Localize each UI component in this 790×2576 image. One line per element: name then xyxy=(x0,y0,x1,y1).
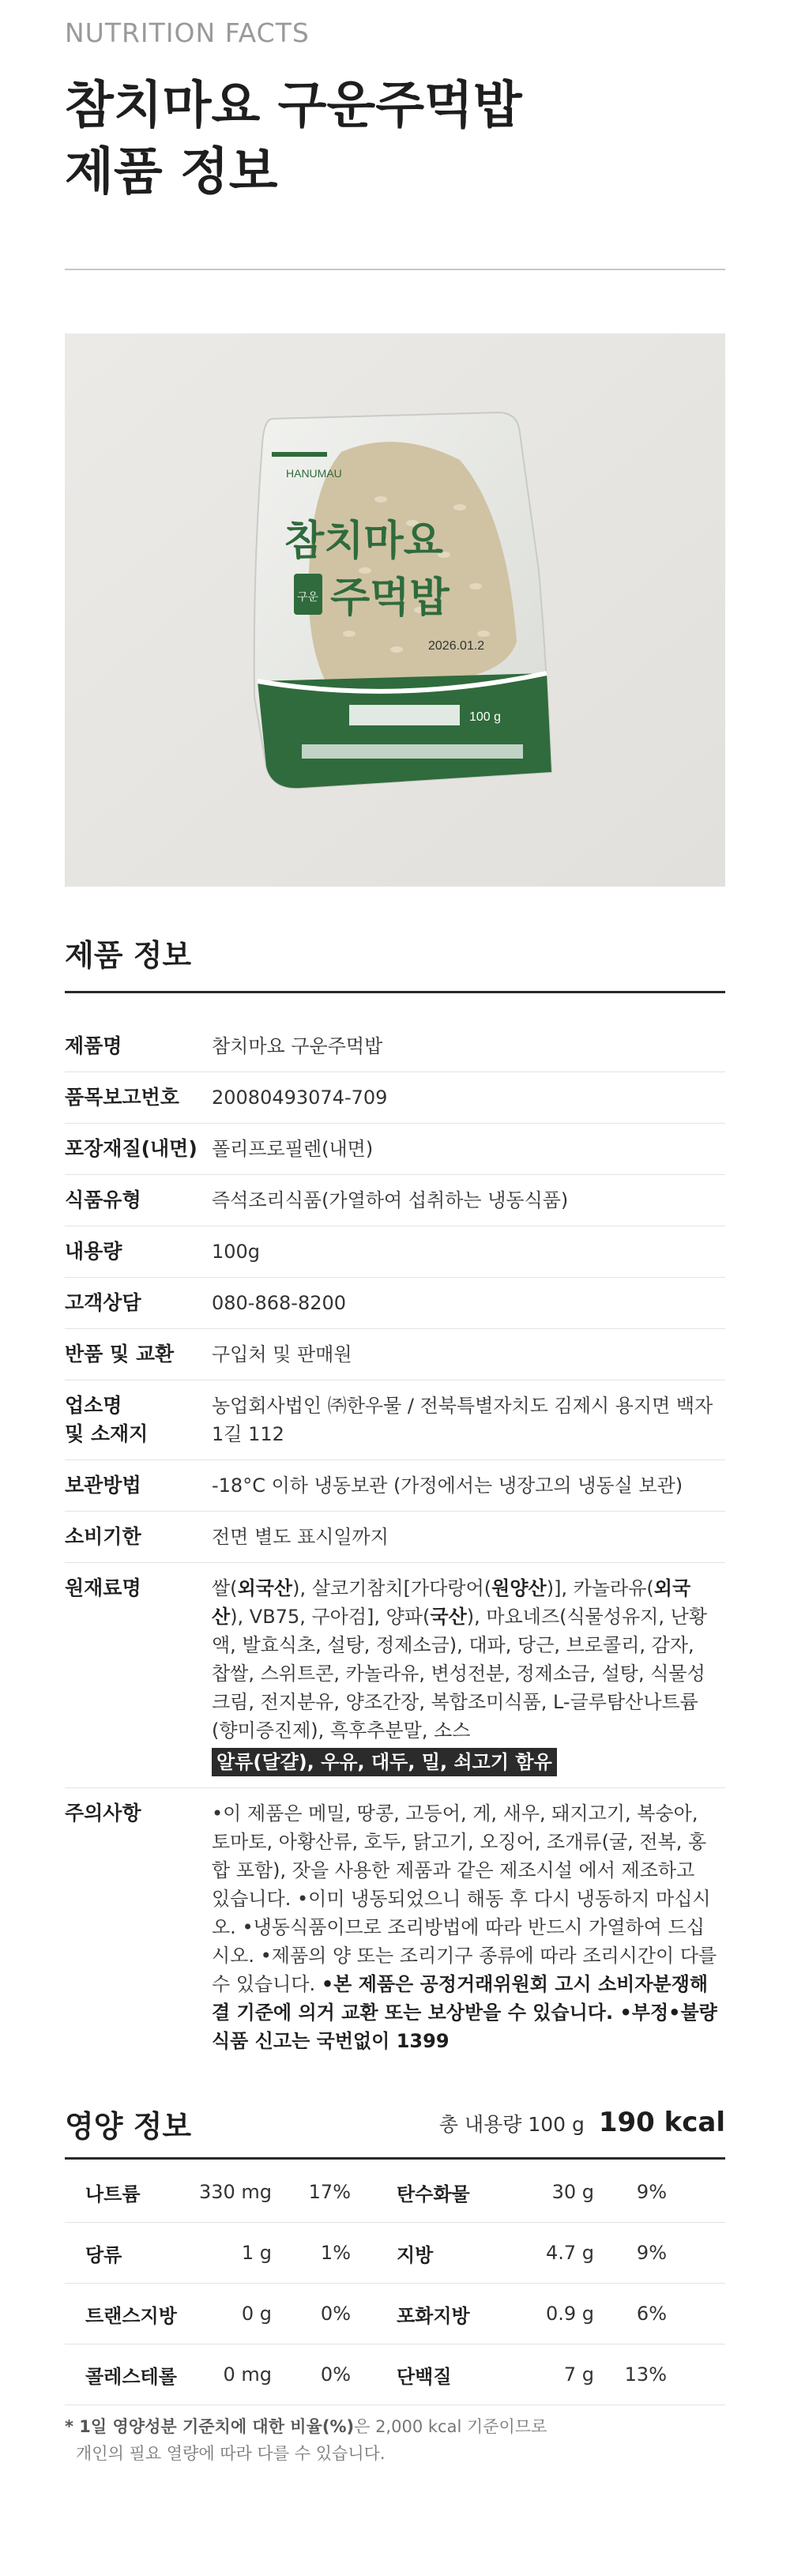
nutrient-name: 트랜스지방 xyxy=(85,2304,177,2327)
info-section-title: 제품 정보 xyxy=(65,938,192,973)
nutrient-amount: 0 mg xyxy=(223,2363,272,2386)
nutrition-divider xyxy=(65,2157,725,2160)
info-key: 제품명 xyxy=(65,1034,122,1057)
info-row-ingredients xyxy=(65,1563,725,1788)
info-key: 원재료명 xyxy=(65,1576,141,1599)
emphasis-text: •본 제품은 공정거래위원회 고시 소비자분쟁해결 기준에 의거 교환 또는 보상받을 수 있습니다. •부정•불량식품 신고는 국번없이 1399 xyxy=(212,1973,717,2052)
package-date: 2026.01.2 xyxy=(428,639,485,653)
nutrition-footnote xyxy=(65,2413,547,2467)
package-name-line2: 주먹밥 xyxy=(330,574,450,622)
nutrition-row xyxy=(65,2284,725,2344)
info-value: 즉석조리식품(가열하여 섭취하는 냉동식품) xyxy=(212,1189,569,1211)
nutrient-amount: 0.9 g xyxy=(545,2303,594,2325)
nutrition-table xyxy=(65,2162,725,2405)
nutrient-amount: 0 g xyxy=(241,2303,272,2325)
info-section-divider xyxy=(65,991,725,993)
nutrient-percent: 13% xyxy=(624,2363,667,2386)
footnote-star: * 1일 영양성분 기준치에 대한 비율(%) xyxy=(65,2417,355,2436)
info-key: 주의사항 xyxy=(65,1802,141,1825)
package-brand: HANUMAU xyxy=(286,467,342,480)
info-row xyxy=(65,1460,725,1512)
nutrient-amount: 330 mg xyxy=(198,2181,272,2203)
nutrient-name: 당류 xyxy=(85,2243,122,2266)
allergen-notice: 알류(달걀), 우유, 대두, 밀, 쇠고기 함유 xyxy=(212,1748,557,1776)
nutrient-percent: 0% xyxy=(320,2363,351,2386)
info-key: 포장재질(내면) xyxy=(65,1137,198,1160)
info-row xyxy=(65,1512,725,1563)
nutrient-amount: 30 g xyxy=(551,2181,594,2203)
product-info-table xyxy=(65,1021,725,2066)
info-key: 식품유형 xyxy=(65,1188,141,1211)
text-segment: ), 마요네즈(식물성유지, 난황액, 발효식초, 설탕, 정제소금), 대파, 당근, 브로콜리, 감자, 찹쌀, 스위트콘, 카놀라유, 변성전분, 정제소금, 설탕, 식물성크림, 전지분유, 양조간장, 복합조미식품, L-글루탐산나트륨(향미증진제), 흑후추분말, 소스 xyxy=(212,1606,708,1742)
nutrient-percent: 0% xyxy=(320,2303,351,2325)
page-title xyxy=(65,73,522,205)
nutrition-row xyxy=(65,2162,725,2223)
nutrient-amount: 1 g xyxy=(241,2242,272,2264)
nutrient-percent: 1% xyxy=(320,2242,351,2264)
nutrient-amount: 4.7 g xyxy=(545,2242,594,2264)
nutrient-name: 단백질 xyxy=(397,2365,452,2388)
page-title-line2: 제품 정보 xyxy=(65,143,278,201)
nutrient-amount: 7 g xyxy=(563,2363,594,2386)
info-key: 내용량 xyxy=(65,1240,122,1263)
nutrition-total-label: 총 내용량 100 g xyxy=(438,2113,585,2136)
nutrient-percent: 9% xyxy=(636,2181,667,2203)
emphasis-text: 국산 xyxy=(430,1606,467,1628)
product-photo xyxy=(65,333,725,887)
info-row-caution xyxy=(65,1788,725,2066)
info-row xyxy=(65,1278,725,1329)
package-name-line1: 참치마요 xyxy=(284,518,443,565)
package-badge-text: 구운 xyxy=(297,591,319,604)
info-key: 보관방법 xyxy=(65,1474,141,1497)
text-segment: ), 살코기참치[가다랑어( xyxy=(292,1577,492,1599)
emphasis-text: 외국산 xyxy=(212,1577,691,1628)
page-title-line1: 참치마요 구운주먹밥 xyxy=(65,77,522,135)
info-row xyxy=(65,1380,725,1460)
footnote-rest: 은 2,000 kcal 기준이므로 xyxy=(354,2417,547,2436)
nutrient-name: 포화지방 xyxy=(397,2304,470,2327)
info-value: 20080493074-709 xyxy=(212,1087,388,1109)
nutrient-name: 콜레스테롤 xyxy=(85,2365,177,2388)
title-divider xyxy=(65,269,725,270)
ingredients-text xyxy=(212,1577,707,1742)
nutrient-percent: 6% xyxy=(636,2303,667,2325)
info-value: 참치마요 구운주먹밥 xyxy=(212,1035,383,1057)
info-value: 폴리프로필렌(내면) xyxy=(212,1138,374,1160)
emphasis-text: 원양산 xyxy=(491,1577,547,1599)
info-row xyxy=(65,1072,725,1124)
info-key: 업소명 및 소재지 xyxy=(65,1394,149,1445)
info-row xyxy=(65,1329,725,1380)
text-segment: •이 제품은 메밀, 땅콩, 고등어, 게, 새우, 돼지고기, 복숭아, 토마토, 아황산류, 호두, 닭고기, 오징어, 조개류(굴, 전복, 홍합 포함), 잣을 사용한 제품과 같은 제조시설 에서 제조하고 있습니다. •이미 냉동되었으니 해동 후 다시 냉동하지 마십시오. •냉동식품이므로 조리방법에 따라 반드시 가열하여 드십시오. •제품의 양 또는 조리기구 종류에 따라 조리시간이 다를 수 있습니다. xyxy=(212,1802,717,1995)
info-key: 고객상담 xyxy=(65,1291,141,1314)
info-value: 구입처 및 판매원 xyxy=(212,1343,352,1365)
info-row xyxy=(65,1226,725,1278)
nutrient-name: 나트륨 xyxy=(85,2182,141,2205)
info-rows xyxy=(65,1021,725,1563)
info-row xyxy=(65,1124,725,1175)
nutrition-row xyxy=(65,2344,725,2405)
ingredients-value xyxy=(212,1574,725,1776)
text-segment: )], 카놀라유( xyxy=(546,1577,654,1599)
emphasis-text: 외국산 xyxy=(237,1577,293,1599)
nutrient-percent: 17% xyxy=(308,2181,351,2203)
info-key: 품목보고번호 xyxy=(65,1086,179,1109)
nutrition-title: 영양 정보 xyxy=(65,2109,192,2144)
nutrient-name: 지방 xyxy=(397,2243,434,2266)
info-row xyxy=(65,1021,725,1072)
footnote-line2: 개인의 필요 열량에 따라 다를 수 있습니다. xyxy=(76,2444,386,2463)
nutrition-header xyxy=(65,2102,725,2149)
info-key: 반품 및 교환 xyxy=(65,1343,175,1365)
package-weight: 100 g xyxy=(469,710,502,724)
nutrient-percent: 9% xyxy=(636,2242,667,2264)
info-key: 소비기한 xyxy=(65,1525,141,1548)
eyebrow-label: NUTRITION FACTS xyxy=(65,17,310,48)
info-row xyxy=(65,1175,725,1226)
nutrition-row xyxy=(65,2223,725,2284)
caution-text xyxy=(212,1799,725,2055)
nutrient-name: 탄수화물 xyxy=(397,2182,470,2205)
nutrition-kcal: 190 kcal xyxy=(598,2107,725,2138)
info-value: 100g xyxy=(212,1241,261,1263)
info-value: -18°C 이하 냉동보관 (가정에서는 냉장고의 냉동실 보관) xyxy=(212,1474,683,1497)
text-segment: 쌀( xyxy=(212,1577,238,1599)
info-value: 농업회사법인 ㈜한우물 / 전북특별자치도 김제시 용지면 백자1길 112 xyxy=(212,1395,713,1445)
text-segment: ), VB75, 구아검], 양파( xyxy=(230,1606,431,1628)
info-value: 080-868-8200 xyxy=(212,1292,347,1314)
info-value: 전면 별도 표시일까지 xyxy=(212,1526,389,1548)
nutrition-total xyxy=(439,2107,725,2138)
